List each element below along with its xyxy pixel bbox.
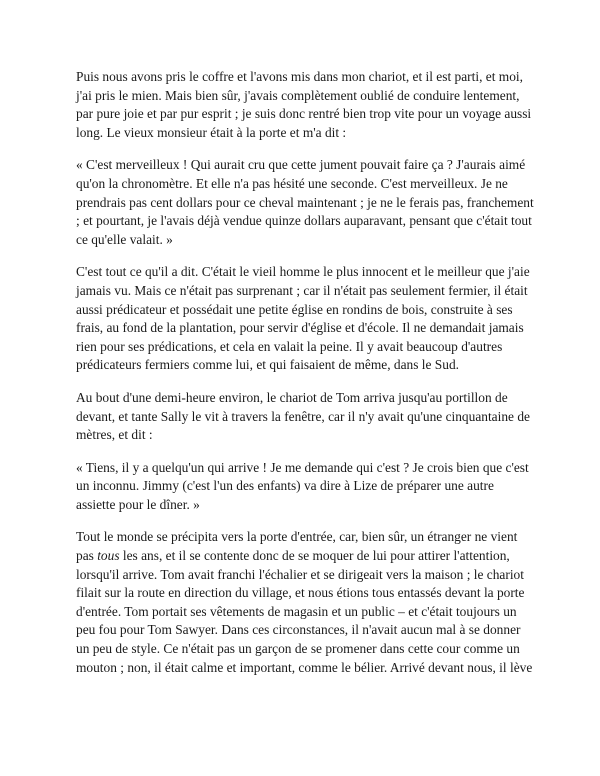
paragraph-6: [76, 528, 536, 677]
paragraph-3: C'est tout ce qu'il a dit. C'était le vieil homme le plus innocent et le meilleur que j'aie jamais vu. Mais ce n'était pas surprenant ; car il n'était pas seulement fermier, il était aussi prédicateur et possédait une petite église en rondins de bois, construite à ses frais, au fond de la plantation, pour servir d'église et d'école. Il ne demandait jamais rien pour ses prédications, et cela en valait la peine. Il y avait beaucoup d'autres prédicateurs fermiers comme lui, et qui faisaient de même, dans le Sud.: [76, 264, 530, 373]
paragraph-1: Puis nous avons pris le coffre et l'avons mis dans mon chariot, et il est parti, et moi, j'ai pris le mien. Mais bien sûr, j'avais complètement oublié de conduire lentement, par pure joie et par pur esprit ; je suis donc rentré bien trop vite pour un voyage aussi long. Le vieux monsieur était à la porte et m'a dit :: [76, 69, 532, 140]
paragraph-6-text-start: Tout le monde se précipita vers la porte d'entrée, car, bien sûr, un étranger ne vient pas: [76, 529, 518, 564]
paragraph-5: « Tiens, il y a quelqu'un qui arrive ! Je me demande qui c'est ? Je crois bien que c'est un inconnu. Jimmy (c'est l'un des enfants) va dire à Lize de préparer une autre assiette pour le dîner. »: [76, 459, 529, 512]
paragraph-4: Au bout d'une demi-heure environ, le chariot de Tom arriva jusqu'au portillon de devant, et tante Sally le vit à travers la fenêtre, car il n'y avait qu'une cinquantaine de mètres, et dit :: [76, 389, 530, 443]
paragraph-2: « C'est merveilleux ! Qui aurait cru que cette jument pouvait faire ça ? J'aurais aimé qu'on la chronomètre. Et elle n'a pas hésité une seconde. C'est merveilleux. Je ne prendrais pas cent dollars pour ce cheval maintenant ; je ne le ferais pas, franchement ; et pourtant, je l'avais déjà vendue quinze dollars auparavant, pensant que c'était tout ce qu'elle valait. »: [76, 157, 534, 247]
paragraph-6-emphasis: tous: [97, 548, 120, 564]
body-text: [76, 68, 536, 677]
paragraph-6-text-end: les ans, et il se contente donc de se moquer de lui pour attirer l'attention, lorsqu'il arrive. Tom avait franchi l'échalier et se dirigeait vers la maison ; le chariot filait sur la route en direction du village, et nous étions tous entassés devant la porte d'entrée. Tom portait ses vêtements de magasin et un public – et c'était toujours un peu fou pour Tom Sawyer. Dans ces circonstances, il n'avait aucun mal à se donner un peu de style. Ce n'était pas un garçon de se promener dans cette cour comme un mouton ; non, il était calme et important, comme le bélier. Arrivé devant nous, il lève: [76, 548, 533, 675]
